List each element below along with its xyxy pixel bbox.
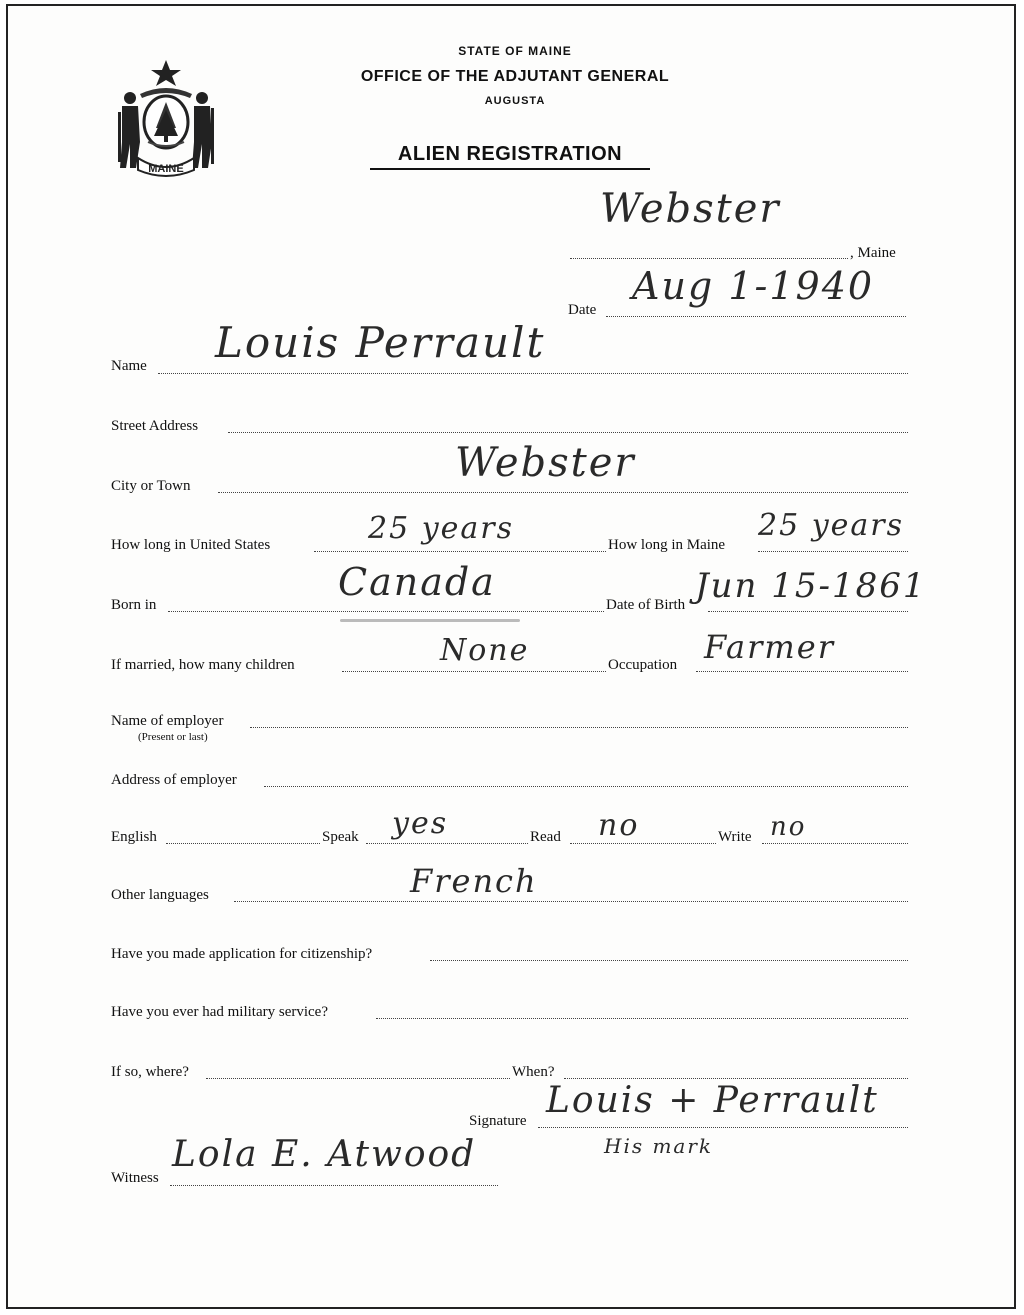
signature-handwriting: Louis + Perrault [546, 1080, 879, 1121]
dob-label: Date of Birth [606, 597, 686, 613]
other-languages-handwriting: French [410, 862, 538, 900]
date-handwriting: Aug 1-1940 [632, 264, 875, 308]
maine-years-label: How long in Maine [608, 537, 726, 553]
military-line [376, 1018, 908, 1019]
occupation-handwriting: Farmer [704, 628, 835, 666]
seal-banner-text: MAINE [148, 163, 184, 175]
city-label: City or Town [111, 478, 191, 494]
dob-line [708, 611, 908, 612]
signature-line [538, 1127, 908, 1128]
witness-line [170, 1185, 498, 1186]
speak-line [366, 843, 528, 844]
other-languages-label: Other languages [111, 887, 209, 903]
witness-handwriting: Lola E. Atwood [172, 1134, 477, 1175]
town-handwriting: Webster [600, 186, 781, 232]
citizenship-label: Have you made application for citizenship? [111, 946, 373, 962]
witness-label: Witness [111, 1170, 159, 1186]
employer-address-label: Address of employer [111, 772, 237, 788]
office-heading: OFFICE OF THE ADJUTANT GENERAL [360, 68, 670, 85]
dob-handwriting: Jun 15-1861 [695, 566, 927, 606]
when-label: When? [512, 1064, 555, 1080]
born-in-line [168, 611, 604, 612]
signature-label: Signature [469, 1113, 527, 1129]
write-label: Write [718, 829, 752, 845]
us-years-line [314, 551, 606, 552]
born-in-handwriting: Canada [338, 560, 496, 604]
read-line [570, 843, 716, 844]
employer-address-line [264, 786, 908, 787]
write-handwriting: no [770, 812, 807, 842]
read-handwriting: no [598, 808, 640, 843]
name-handwriting: Louis Perrault [215, 318, 546, 367]
town-line [570, 258, 848, 259]
form-title: ALIEN REGISTRATION [370, 143, 650, 170]
born-in-underline-mark [340, 619, 520, 622]
employer-label: Name of employer [111, 713, 224, 729]
maine-years-line [758, 551, 908, 552]
city-line [218, 492, 908, 493]
children-label: If married, how many children [111, 657, 295, 673]
us-years-handwriting: 25 years [368, 511, 515, 546]
military-label: Have you ever had military service? [111, 1004, 328, 1020]
other-languages-line [234, 901, 908, 902]
write-line [762, 843, 908, 844]
date-label: Date [568, 302, 597, 318]
state-heading: STATE OF MAINE [458, 44, 572, 58]
maine-state-seal [110, 58, 222, 180]
english-label: English [111, 829, 157, 845]
when-line [564, 1078, 908, 1079]
children-handwriting: None [440, 633, 530, 668]
street-address-label: Street Address [111, 418, 199, 434]
us-years-label: How long in United States [111, 537, 271, 553]
signature-mark-note: His mark [604, 1134, 714, 1158]
english-line [166, 843, 320, 844]
where-line [206, 1078, 510, 1079]
citizenship-line [430, 960, 908, 961]
children-line [342, 671, 606, 672]
date-line [606, 316, 906, 317]
street-address-line [228, 432, 908, 433]
city-heading: AUGUSTA [484, 95, 546, 107]
maine-suffix-label: , Maine [850, 245, 896, 261]
born-in-label: Born in [111, 597, 157, 613]
maine-years-handwriting: 25 years [758, 508, 905, 543]
name-line [158, 373, 908, 374]
occupation-label: Occupation [608, 657, 678, 673]
occupation-line [696, 671, 908, 672]
speak-handwriting: yes [392, 806, 449, 841]
employer-note: (Present or last) [138, 731, 208, 743]
name-label: Name [111, 358, 147, 374]
read-label: Read [530, 829, 561, 845]
city-handwriting: Webster [455, 440, 636, 486]
speak-label: Speak [322, 829, 359, 845]
employer-line [250, 727, 908, 728]
where-label: If so, where? [111, 1064, 189, 1080]
